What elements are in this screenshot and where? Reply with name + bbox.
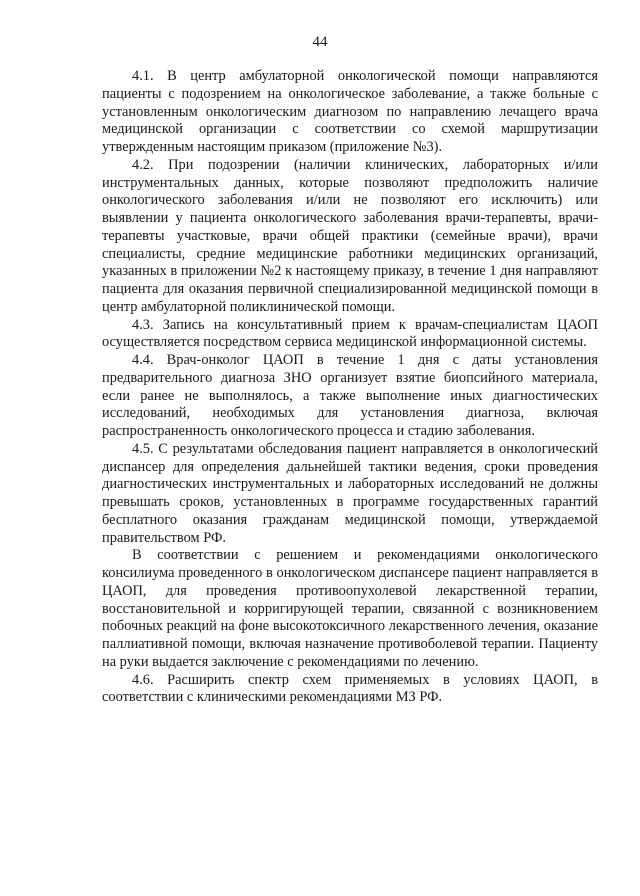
paragraph-4-2: 4.2. При подозрении (наличии клинических, лабораторных и/или инструментальных данных, которые позволяют предположить наличие онкологического заболевания и/или не позволяют его исключить) или выявлении у пациента онкологического заболевания врачи-терапевты, врачи-терапевты участковые, врачи общей практики (семейные врачи), врачи специалисты, средние медицинские работники медицинских организаций, указанных в приложении №2 к настоящему приказу, в течение 1 дня направляют пациента для оказания первичной специализированной медицинской помощи в центр амбулаторной поликлинической помощи. bbox=[102, 156, 598, 315]
paragraph-4-4: 4.4. Врач-онколог ЦАОП в течение 1 дня с даты установления предварительного диагноза ЗНО организует взятие биопсийного материала, если ранее не выполнялось, а также выполнение иных диагностических исследований, необходимых для установления диагноза, включая распространенность онкологического процесса и стадию заболевания. bbox=[102, 352, 598, 439]
paragraph-4-5-continued: В соответствии с решением и рекомендациями онкологического консилиума проведенного в онкологическом диспансере пациент направляется в ЦАОП, для проведения противоопухолевой лекарственной терапии, восстановительной и корригирующей терапии, связанной с возникновением побочных реакций на фоне высокотоксичного лекарственного лечения, оказание паллиативной помощи, включая назначение противоболевой терапии. Пациенту на руки выдается заключение с рекомендациями по лечению. bbox=[102, 547, 598, 670]
paragraph-4-1: 4.1. В центр амбулаторной онкологической помощи направляются пациенты с подозрением на онкологическое заболевание, а также больные с установленным онкологическим диагнозом по направлению лечащего врача медицинской организации с соответствии со схемой маршрутизации утвержденным настоящим приказом (приложение №3). bbox=[102, 68, 598, 155]
document-body bbox=[102, 68, 598, 707]
page-number: 44 bbox=[312, 34, 328, 50]
paragraph-4-5: 4.5. С результатами обследования пациент направляется в онкологический диспансер для определения дальнейшей тактики ведения, сроки проведения диагностических инструментальных и лабораторных исследований не должны превышать сроков, установленных в программе государственных гарантий бесплатного оказания гражданам медицинской помощи, утверждаемой правительством РФ. bbox=[102, 440, 598, 546]
paragraph-4-6: 4.6. Расширить спектр схем применяемых в условиях ЦАОП, в соответствии с клиническими рекомендациями МЗ РФ. bbox=[102, 671, 598, 706]
paragraph-4-3: 4.3. Запись на консультативный прием к врачам-специалистам ЦАОП осуществляется посредством сервиса медицинской информационной системы. bbox=[102, 316, 598, 351]
